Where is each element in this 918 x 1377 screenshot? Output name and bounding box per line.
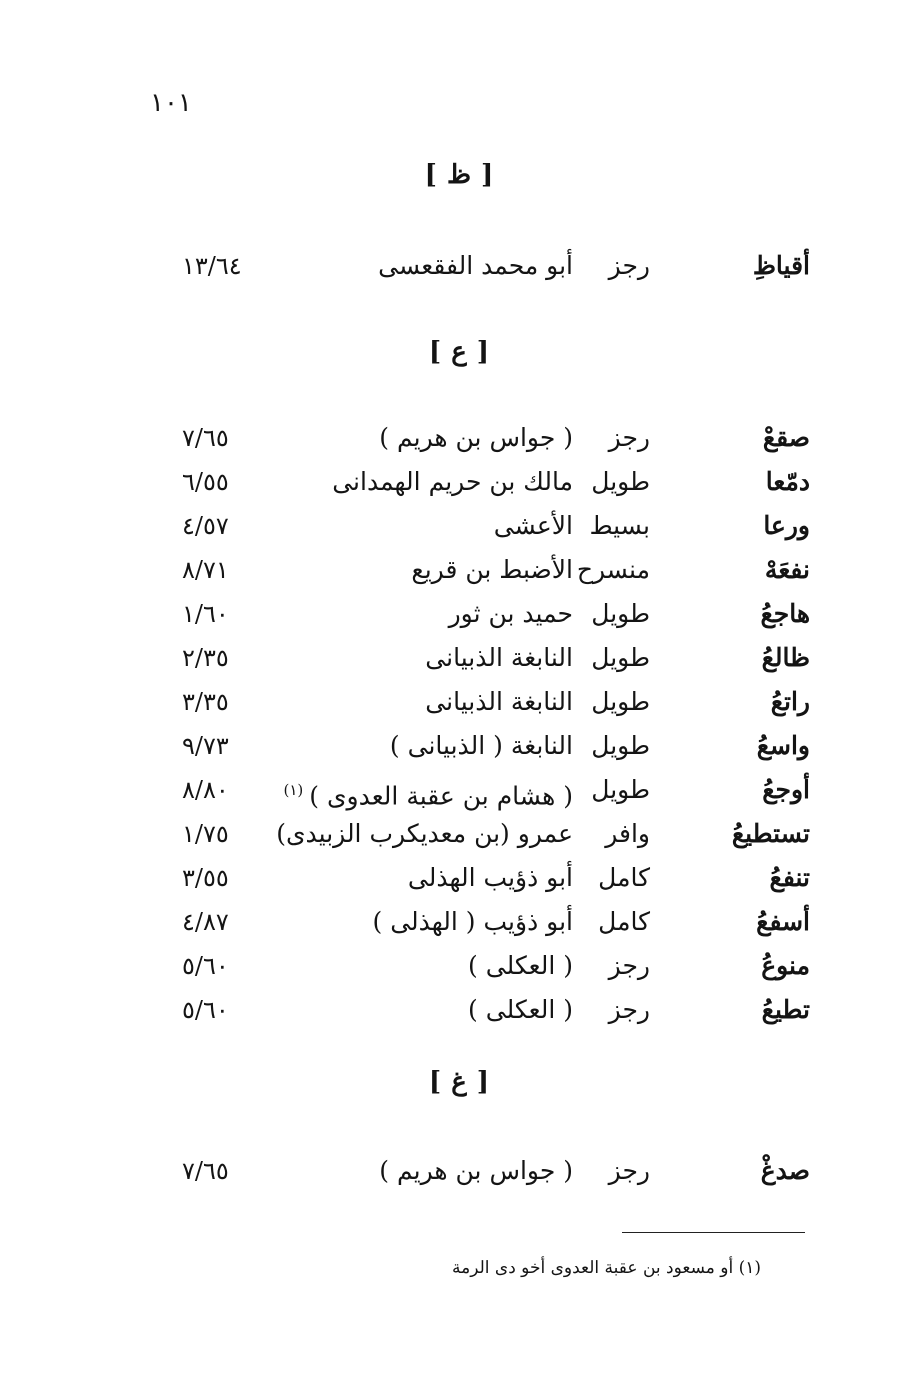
page-reference: ٤/٥٧ (182, 512, 229, 540)
poet-name: ( هشام بن عقبة العدوى ) (309, 781, 573, 811)
rhyme-word: هاجعُ (760, 599, 810, 628)
section-letter: ع (451, 337, 467, 367)
section-heading-ghain (0, 1067, 918, 1097)
poet: الأضبط بن قريع (411, 555, 573, 584)
poet: أبو ذؤيب ( الهذلى ) (372, 907, 573, 936)
page-reference: ٩/٧٣ (182, 732, 229, 760)
rhyme-word: صقعْ (762, 423, 810, 452)
page-reference: ٧/٦٥ (182, 1157, 229, 1185)
meter: وافر (605, 819, 650, 848)
entry-row (0, 857, 918, 899)
entry-row (0, 813, 918, 855)
page-number: ١٠١ (150, 88, 192, 118)
poet: النابغة ( الذبيانى ) (389, 731, 573, 760)
poet: عمرو (بن معديكرب الزبيدى) (276, 819, 573, 848)
bracket-close: ] (428, 337, 442, 367)
poet: أبو محمد الفقعسى (378, 251, 573, 280)
page-reference: ١/٦٠ (182, 600, 229, 628)
rhyme-word: نفعَهْ (764, 555, 810, 584)
entry-row (0, 945, 918, 987)
meter: كامل (598, 907, 650, 936)
page-reference: ١/٧٥ (182, 820, 229, 848)
poet: حميد بن ثور (448, 599, 573, 628)
bracket-close: ] (428, 1067, 442, 1097)
meter: طويل (591, 467, 650, 496)
meter: رجز (608, 251, 650, 280)
poet: ( العكلى ) (468, 951, 573, 980)
entry-row (0, 593, 918, 635)
entry-row (0, 245, 918, 287)
meter: رجز (608, 995, 650, 1024)
page-reference: ١٣/٦٤ (182, 252, 242, 280)
entry-row (0, 901, 918, 943)
poet: النابغة الذبيانى (425, 643, 573, 672)
meter: طويل (591, 775, 650, 804)
poet: النابغة الذبيانى (425, 687, 573, 716)
meter: رجز (608, 1156, 650, 1185)
footnote-marker: (١) (283, 781, 304, 799)
section-heading-ain (0, 337, 918, 367)
rhyme-word: دمّعا (765, 467, 810, 496)
bracket-open: [ (476, 337, 490, 367)
rhyme-word: تنفعُ (769, 863, 810, 892)
rhyme-word: راتعُ (770, 687, 810, 716)
entry-row (0, 549, 918, 591)
rhyme-word: صدغْ (760, 1156, 810, 1185)
section-heading-zah (0, 160, 918, 190)
rhyme-word: منوعُ (761, 951, 810, 980)
meter: طويل (591, 687, 650, 716)
entry-row (0, 461, 918, 503)
page-reference: ٨/٨٠ (182, 776, 229, 804)
meter: رجز (608, 951, 650, 980)
rhyme-word: أوجعُ (762, 775, 810, 804)
poet: ( العكلى ) (468, 995, 573, 1024)
poet: ( جواس بن هريم ) (379, 423, 573, 452)
rhyme-word: واسعُ (756, 731, 810, 760)
poet: ( جواس بن هريم ) (379, 1156, 573, 1185)
rhyme-word: تستطيعُ (731, 819, 810, 848)
entry-row (0, 417, 918, 459)
meter: طويل (591, 731, 650, 760)
rhyme-word: تطيعُ (761, 995, 810, 1024)
page-reference: ٥/٦٠ (182, 952, 229, 980)
section-letter: غ (451, 1067, 467, 1097)
entry-row (0, 725, 918, 767)
meter: كامل (598, 863, 650, 892)
poet (284, 769, 574, 817)
page-reference: ٢/٣٥ (182, 644, 229, 672)
meter: طويل (591, 643, 650, 672)
rhyme-word: ظالعُ (761, 643, 810, 672)
page-reference: ٤/٨٧ (182, 908, 229, 936)
bracket-open: [ (476, 1067, 490, 1097)
footnote-divider (622, 1232, 805, 1233)
page-reference: ٨/٧١ (182, 556, 229, 584)
page-reference: ٦/٥٥ (182, 468, 229, 496)
entry-row (0, 769, 918, 811)
entry-row (0, 1150, 918, 1192)
meter: طويل (591, 599, 650, 628)
bracket-close: ] (424, 160, 437, 190)
meter: بسيط (589, 511, 650, 540)
footnote: (١) أو مسعود بن عقبة العدوى أخو دى الرمة (452, 1258, 761, 1278)
page-reference: ٥/٦٠ (182, 996, 229, 1024)
meter: رجز (608, 423, 650, 452)
page-reference: ٣/٥٥ (182, 864, 229, 892)
entry-row (0, 681, 918, 723)
bracket-open: [ (481, 160, 494, 190)
entry-row (0, 989, 918, 1031)
entry-row (0, 637, 918, 679)
page-reference: ٧/٦٥ (182, 424, 229, 452)
poet: أبو ذؤيب الهذلى (407, 863, 573, 892)
page-reference: ٣/٣٥ (182, 688, 229, 716)
rhyme-word: ورعا (763, 511, 810, 540)
poet: مالك بن حريم الهمدانى (332, 467, 573, 496)
poet: الأعشى (493, 511, 573, 540)
entry-row (0, 505, 918, 547)
meter: منسرح (576, 555, 650, 584)
section-letter: ظ (446, 160, 472, 190)
rhyme-word: أقياظِ (752, 251, 810, 280)
rhyme-word: أسفعُ (756, 907, 810, 936)
